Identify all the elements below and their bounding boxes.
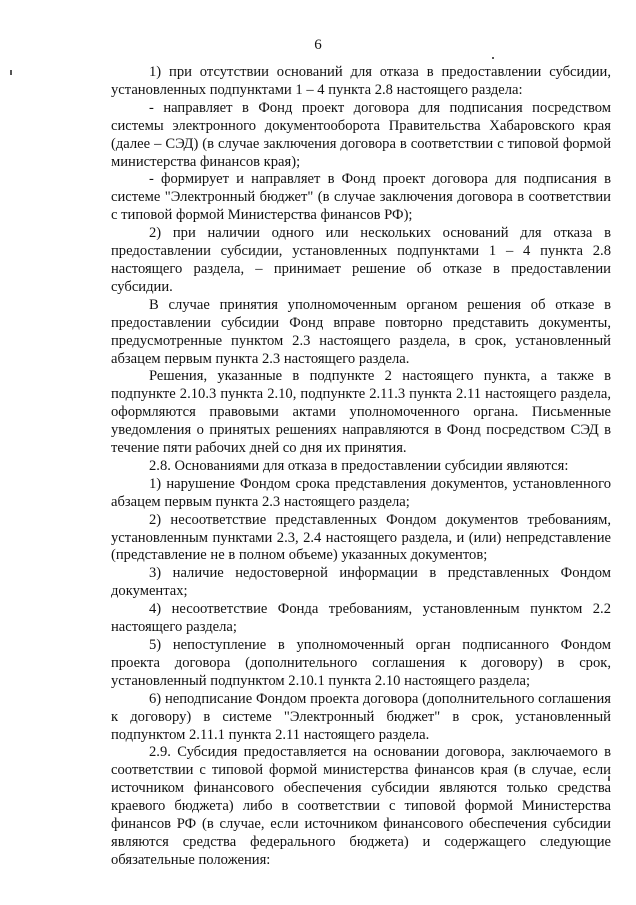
paragraph: Решения, указанные в подпункте 2 настоящего пункта, а также в подпункте 2.10.3 пункта 2.10, подпункте 2.11.3 пункта 2.11 настоящего раздела, оформляются правовыми актами уполномоченного органа. Письменные уведомления о принятых решениях направляются в Фонд посредством СЭД в течение пяти рабочих дней со дня их принятия. <box>111 368 611 457</box>
paragraph: 1) при отсутствии оснований для отказа в предоставлении субсидии, установленных подпунктами 1 – 4 пункта 2.8 настоящего раздела: <box>111 64 611 98</box>
paragraph: - направляет в Фонд проект договора для подписания посредством системы электронного документооборота Правительства Хабаровского края (далее – СЭД) (в случае заключения договора в соответствии с типовой формой министерства финансов края); <box>111 99 611 170</box>
page-number: 6 <box>314 37 322 53</box>
paragraph: 2.8. Основаниями для отказа в предоставлении субсидии являются: <box>149 457 569 474</box>
document-body <box>111 64 611 870</box>
paragraph: 4) несоответствие Фонда требованиям, установленным пунктом 2.2 настоящего раздела; <box>111 601 611 636</box>
paragraph: 5) непоступление в уполномоченный орган подписанного Фондом проекта договора (дополнительного соглашения к договору) в срок, установленный подпунктом 2.10.1 пункта 2.10 настоящего раздела; <box>111 637 611 689</box>
scan-artifact <box>492 57 494 59</box>
paragraph: 3) наличие недостоверной информации в представленных Фондом документах; <box>111 565 611 600</box>
paragraph: 6) неподписание Фондом проекта договора (дополнительного соглашения к договору) в системе "Электронный бюджет" в срок, установленный подпунктом 2.11.1 пункта 2.11 настоящего раздела. <box>111 690 611 743</box>
scan-artifact <box>10 70 12 75</box>
paragraph: 2) при наличии одного или нескольких оснований для отказа в предоставлении субсидии, установленных подпунктами 1 – 4 пункта 2.8 настоящего раздела, – принимает решение об отказе в предоставлении субсидии. <box>111 225 611 295</box>
paragraph: 2) несоответствие представленных Фондом документов требованиям, установленным пунктами 2.3, 2.4 настоящего раздела, и (или) непредставление (представление не в полном объеме) указанных документов; <box>111 511 611 564</box>
paragraph: 1) нарушение Фондом срока представления документов, установленного абзацем первым пункта 2.3 настоящего раздела; <box>111 475 611 510</box>
paragraph: В случае принятия уполномоченным органом решения об отказе в предоставлении субсидии Фонд вправе повторно представить документы, предусмотренные пунктом 2.3 настоящего раздела, в срок, установленный абзацем первым пункта 2.3 настоящего раздела. <box>111 296 611 367</box>
paragraph: - формирует и направляет в Фонд проект договора для подписания в системе "Электронный бюджет" (в случае заключения договора в соответствии с типовой формой Министерства финансов РФ); <box>111 171 611 224</box>
paragraph: 2.9. Субсидия предоставляется на основании договора, заключаемого в соответствии с типовой формой министерства финансов края (в случае, если источником финансового обеспечения субсидии являются только средства краевого бюджета) либо в соответствии с типовой формой Министерства финансов РФ (в случае, если источником финансового обеспечения субсидии являются средства федерального бюджета) и содержащего следующие обязательные положения: <box>111 744 611 868</box>
